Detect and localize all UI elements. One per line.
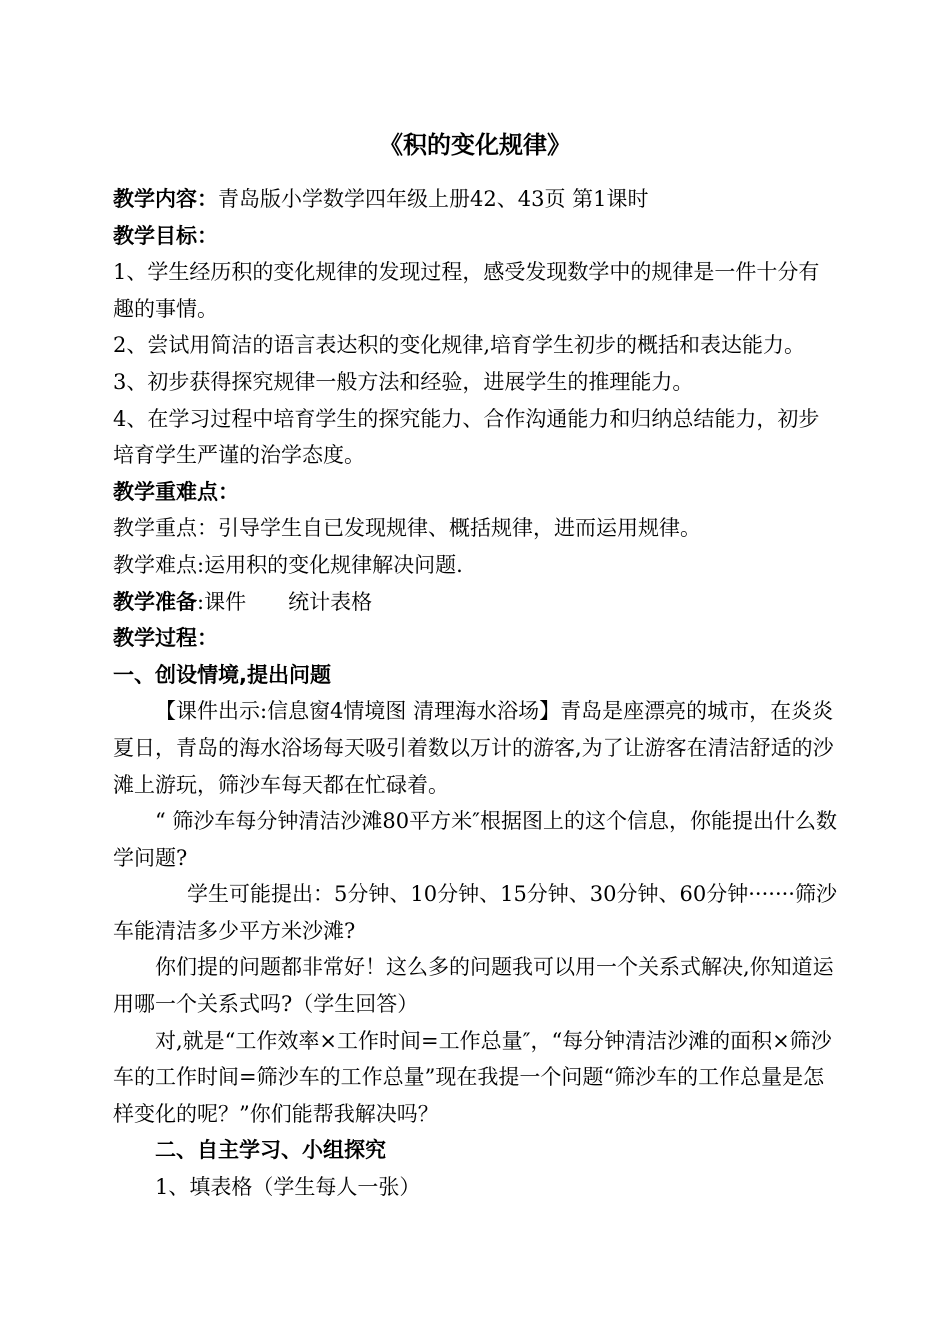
section2-item-1: 1、填表格（学生每人一张）: [155, 1175, 421, 1200]
teaching-content: [113, 181, 840, 218]
section2-heading: 二、自主学习、小组探究: [155, 1138, 386, 1163]
objective-2: 2、尝试用简洁的语言表达积的变化规律,培育学生初步的概括和表达能力。: [113, 333, 806, 358]
section1-paragraph-4: 你们提的问题都非常好！这么多的问题我可以用一个关系式解决,你知道运用哪一个关系式吗?（学生回答）: [113, 955, 834, 1017]
document-body: [113, 181, 840, 1206]
teaching-prep-label: 教学准备: [113, 589, 197, 614]
document-title: 《积的变化规律》: [379, 131, 571, 159]
key-point: 教学重点：引导学生自已发现规律、概括规律，进而运用规律。: [113, 516, 701, 541]
section1-heading: 一、创设情境,提出问题: [113, 662, 331, 687]
key-points-heading: 教学重难点：: [113, 479, 239, 504]
objective-1: 1、学生经历积的变化规律的发现过程，感受发现数学中的规律是一件十分有趣的事情。: [113, 260, 820, 321]
process-heading: 教学过程：: [113, 626, 218, 651]
objectives-heading: 教学目标：: [113, 223, 218, 248]
teaching-prep: [113, 584, 840, 621]
teaching-content-label: 教学内容：: [113, 187, 218, 211]
teaching-content-text: 青岛版小学数学四年级上册42、43页 第1课时: [218, 187, 649, 211]
section1-paragraph-3: 学生可能提出：5分钟、10分钟、15分钟、30分钟、60分钟·······筛沙车能清洁多少平方米沙滩?: [113, 882, 837, 943]
difficult-point: 教学难点:运用积的变化规律解决问题.: [113, 552, 463, 577]
objective-3: 3、初步获得探究规律一般方法和经验，进展学生的推理能力。: [113, 369, 694, 394]
objective-4: 4、在学习过程中培育学生的探究能力、合作沟通能力和归纳总结能力，初步培育学生严谨的治学态度。: [113, 406, 820, 468]
section1-paragraph-5: 对,就是“工作效率×工作时间=工作总量″，“每分钟清洁沙滩的面积×筛沙车的工作时间=筛沙车的工作总量”现在我提一个问题“筛沙车的工作总量是怎样变化的呢？”你们能帮我解决吗？: [113, 1028, 832, 1126]
teaching-prep-text: :课件 统计表格: [197, 589, 373, 614]
section1-paragraph-2: “ 筛沙车每分钟清洁沙滩80平方米″根据图上的这个信息，你能提出什么数学问题?: [113, 809, 837, 870]
section1-paragraph-1: 【课件出示:信息窗4情境图 清理海水浴场】青岛是座漂亮的城市，在炎炎夏日，青岛的海水浴场每天吸引着数以万计的游客,为了让游客在清洁舒适的沙滩上游玩，筛沙车每天都在忙碌着。: [113, 699, 834, 797]
